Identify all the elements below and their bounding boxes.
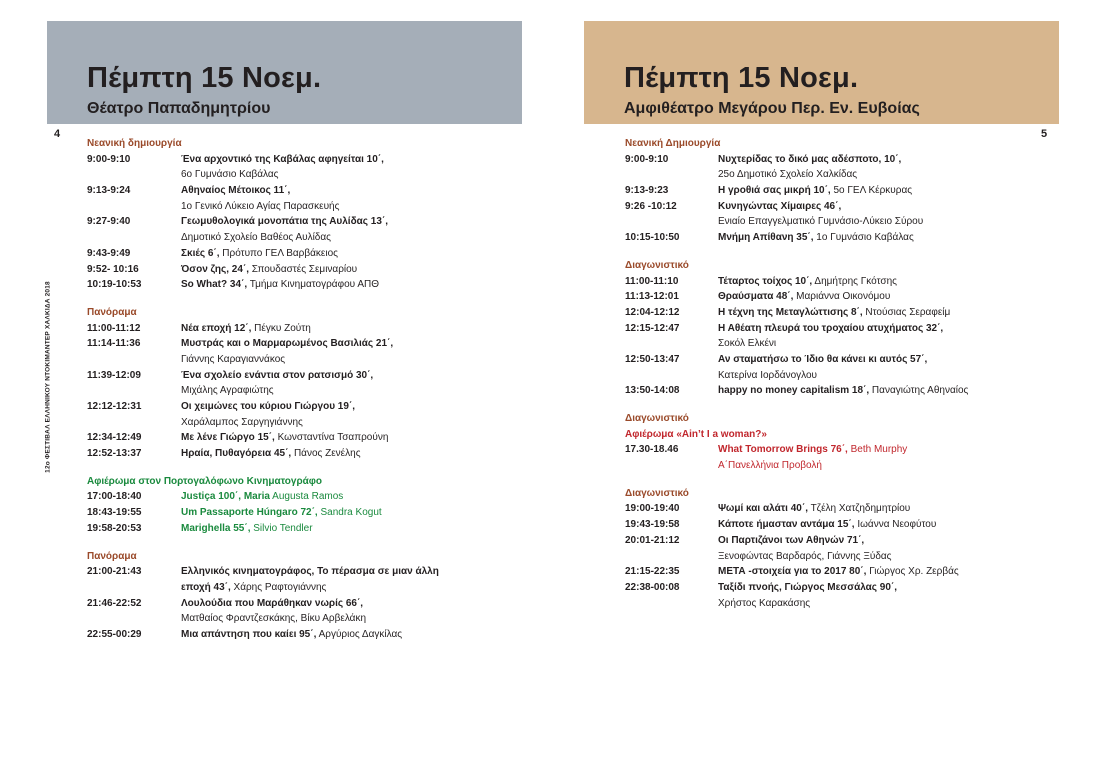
film-credit: Κωνσταντίνα Τσαπρούνη bbox=[274, 432, 389, 444]
page-header-right bbox=[584, 21, 1059, 124]
screening-time: 19:00-19:40 bbox=[625, 503, 680, 515]
film-credit: Silvio Tendler bbox=[250, 522, 313, 534]
screening-info bbox=[718, 549, 892, 565]
screening-info bbox=[181, 446, 361, 462]
screening-info bbox=[718, 289, 890, 305]
page-number-left: 4 bbox=[54, 128, 61, 140]
film-credit: Beth Murphy bbox=[847, 444, 908, 456]
screening-time: 18:43-19:55 bbox=[87, 507, 142, 519]
screening-time: 10:15-10:50 bbox=[625, 232, 680, 244]
screening-info bbox=[181, 596, 363, 612]
film-title: happy no money capitalism 18΄, bbox=[718, 385, 870, 397]
film-title: So What? 34΄, bbox=[181, 279, 248, 291]
screening-info bbox=[718, 458, 822, 474]
film-credit: 6ο Γυμνάσιο Καβάλας bbox=[181, 169, 279, 181]
schedule-line bbox=[87, 152, 487, 168]
screening-info bbox=[181, 489, 343, 505]
schedule-line bbox=[625, 549, 1055, 565]
schedule-line bbox=[625, 580, 1055, 596]
schedule-line bbox=[87, 521, 487, 537]
screening-time: 11:13-12:01 bbox=[625, 291, 679, 303]
screening-info bbox=[181, 336, 393, 352]
screening-info bbox=[181, 627, 402, 643]
schedule-line bbox=[625, 596, 1055, 612]
schedule-right bbox=[625, 136, 1055, 623]
screening-time: 12:15-12:47 bbox=[625, 322, 680, 334]
section-title: Διαγωνιστικό bbox=[625, 413, 689, 424]
schedule-line bbox=[87, 430, 487, 446]
screening-info bbox=[718, 596, 810, 612]
film-credit: Τζέλη Χατζηδημητρίου bbox=[807, 503, 911, 515]
screening-info bbox=[181, 430, 388, 446]
film-title: Ελληνικός κινηματογράφος, Το πέρασμα σε μιαν άλλη bbox=[181, 566, 439, 578]
screening-time: 11:39-12:09 bbox=[87, 369, 141, 381]
screening-time: 12:34-12:49 bbox=[87, 432, 142, 444]
film-title: Νυχτερίδας το δικό μας αδέσποτο, 10΄, bbox=[718, 153, 902, 165]
screening-info bbox=[181, 399, 355, 415]
screening-info bbox=[181, 230, 331, 246]
screening-info bbox=[718, 352, 927, 368]
schedule-line bbox=[87, 246, 487, 262]
spine-text: 12ο ΦΕΣΤΙΒΑΛ ΕΛΛΗΝΙΚΟΥ ΝΤΟΚΙΜΑΝΤΕΡ ΧΑΛΚΙΔΑ 2018 bbox=[44, 281, 52, 473]
screening-info bbox=[718, 580, 897, 596]
screening-time: 10:19-10:53 bbox=[87, 279, 142, 291]
film-title: What Tomorrow Brings 76΄, bbox=[718, 444, 848, 456]
screening-info bbox=[718, 183, 912, 199]
film-credit: Γιώργος Χρ. Ζερβάς bbox=[866, 566, 959, 578]
screening-time: 9:52- 10:16 bbox=[87, 263, 139, 275]
screening-time: 9:13-9:23 bbox=[625, 185, 669, 197]
screening-time: 17.30-18.46 bbox=[625, 444, 679, 456]
film-credit: Ενιαίο Επαγγελματικό Γυμνάσιο-Λύκειο Σύρου bbox=[718, 216, 924, 228]
film-title: Σκιές 6΄, bbox=[181, 247, 220, 259]
schedule-line bbox=[87, 230, 487, 246]
schedule-line bbox=[87, 446, 487, 462]
film-title: Μνήμη Απίθανη 35΄, bbox=[718, 232, 814, 244]
film-credit: Παναγιώτης Αθηναίος bbox=[869, 385, 969, 397]
film-title: Αθηναίος Μέτοικος 11΄, bbox=[181, 185, 291, 197]
screening-info bbox=[181, 277, 379, 293]
film-title: Οι Παρτιζάνοι των Αθηνών 71΄, bbox=[718, 534, 865, 546]
schedule-line bbox=[87, 580, 487, 596]
screening-info bbox=[181, 580, 326, 596]
film-credit: Ιωάννα Νεοφύτου bbox=[854, 519, 937, 531]
schedule-line bbox=[625, 533, 1055, 549]
film-credit: Sandra Kogut bbox=[317, 507, 382, 519]
section-title: Διαγωνιστικό bbox=[625, 259, 689, 271]
film-title: εποχή 43΄, bbox=[181, 581, 231, 593]
schedule-line bbox=[625, 321, 1055, 337]
schedule-section bbox=[625, 258, 1055, 399]
screening-info bbox=[181, 167, 278, 183]
section-title: Νεανική δημιουργία bbox=[87, 138, 182, 149]
schedule-line bbox=[625, 442, 1055, 458]
screening-time: 12:50-13:47 bbox=[625, 353, 680, 365]
film-credit: Γιάννης Καραγιαννάκος bbox=[181, 353, 286, 365]
schedule-line bbox=[87, 183, 487, 199]
screening-info bbox=[718, 501, 910, 517]
screening-time: 12:04-12:12 bbox=[625, 306, 680, 318]
screening-time: 12:12-12:31 bbox=[87, 401, 142, 412]
schedule-line bbox=[87, 415, 487, 431]
film-credit: Αργύριος Δαγκίλας bbox=[316, 628, 403, 640]
screening-time: 9:00-9:10 bbox=[625, 153, 669, 165]
screening-time: 9:26 -10:12 bbox=[625, 200, 677, 212]
section-subtitle: Αφιέρωμα «Ain’t I a woman?» bbox=[625, 428, 767, 440]
screening-info bbox=[718, 274, 897, 290]
screening-time: 19:43-19:58 bbox=[625, 519, 680, 531]
screening-time: 11:00-11:12 bbox=[87, 322, 141, 334]
schedule-line bbox=[625, 564, 1055, 580]
screening-time: 12:52-13:37 bbox=[87, 448, 142, 460]
film-credit: Δημοτικό Σχολείο Βαθέος Αυλίδας bbox=[181, 232, 331, 244]
film-credit: Α΄Πανελλήνια Προβολή bbox=[718, 460, 822, 472]
schedule-line bbox=[87, 277, 487, 293]
screening-time: 22:55-00:29 bbox=[87, 628, 142, 640]
film-credit: Ντούσιας Σεραφείμ bbox=[862, 306, 951, 318]
schedule-line bbox=[625, 383, 1055, 399]
screening-info bbox=[718, 214, 923, 230]
screening-time: 21:00-21:43 bbox=[87, 566, 142, 578]
schedule-line bbox=[87, 352, 487, 368]
schedule-line bbox=[625, 183, 1055, 199]
schedule-line bbox=[87, 368, 487, 384]
screening-info bbox=[718, 383, 968, 399]
schedule-line bbox=[87, 627, 487, 643]
screening-time: 21:15-22:35 bbox=[625, 566, 680, 578]
page-number-right: 5 bbox=[1041, 128, 1048, 140]
film-title: Νέα εποχή 12΄, bbox=[181, 322, 252, 334]
film-title: Όσον ζης, 24΄, bbox=[181, 263, 249, 275]
schedule-line bbox=[625, 501, 1055, 517]
screening-info bbox=[181, 505, 382, 521]
schedule-section bbox=[625, 136, 1055, 246]
film-credit: 25ο Δημοτικό Σχολείο Χαλκίδας bbox=[718, 169, 858, 181]
screening-info bbox=[718, 152, 901, 168]
section-title: Νεανική Δημιουργία bbox=[625, 138, 721, 149]
film-credit: Χάρης Ραφτογιάννης bbox=[230, 581, 327, 593]
screening-time: 9:43-9:49 bbox=[87, 247, 131, 259]
film-credit: Σοκόλ Ελκένι bbox=[718, 338, 777, 350]
screening-info bbox=[718, 533, 864, 549]
schedule-line bbox=[625, 199, 1055, 215]
film-credit: 1ο Γυμνάσιο Καβάλας bbox=[813, 232, 914, 244]
film-title: Λουλούδια που Μαράθηκαν νωρίς 66΄, bbox=[181, 597, 364, 609]
film-credit: Χρήστος Καρακάσης bbox=[718, 597, 811, 609]
screening-info bbox=[718, 517, 936, 533]
film-title: Με λένε Γιώργο 15΄, bbox=[181, 432, 275, 444]
section-title: Πανόραμα bbox=[87, 306, 137, 318]
schedule-line bbox=[625, 368, 1055, 384]
schedule-line bbox=[625, 214, 1055, 230]
screening-info bbox=[181, 214, 388, 230]
page-date-right: Πέμπτη 15 Νοεμ. bbox=[624, 62, 859, 94]
schedule-line bbox=[87, 214, 487, 230]
screening-info bbox=[181, 564, 439, 580]
film-title: Ένα αρχοντικό της Καβάλας αφηγείται 10΄, bbox=[181, 153, 384, 165]
section-title: Διαγωνιστικό bbox=[625, 487, 689, 499]
schedule-line bbox=[87, 262, 487, 278]
screening-time: 22:38-00:08 bbox=[625, 581, 680, 593]
schedule-line bbox=[87, 505, 487, 521]
screening-info bbox=[718, 442, 907, 458]
film-title: Justiça 100΄, Maria bbox=[181, 491, 270, 503]
schedule-section bbox=[87, 136, 487, 293]
film-credit: Χαράλαμπος Σαργηγιάννης bbox=[181, 416, 303, 428]
screening-info bbox=[718, 167, 857, 183]
section-title: Αφιέρωμα στον Πορτογαλόφωνο Κινηματογράφο bbox=[87, 475, 323, 487]
page-date-left: Πέμπτη 15 Νοεμ. bbox=[87, 62, 322, 94]
film-credit: Ματθαίος Φραντζεσκάκης, Βίκυ Αρβελάκη bbox=[181, 613, 367, 625]
film-title: Ένα σχολείο ενάντια στον ρατσισμό 30΄, bbox=[181, 369, 374, 381]
screening-info bbox=[181, 321, 311, 337]
film-title: ΜΕΤΑ -στοιχεία για το 2017 80΄, bbox=[718, 566, 867, 578]
film-credit: Σπουδαστές Σεμιναρίου bbox=[249, 263, 358, 275]
schedule-line bbox=[87, 167, 487, 183]
screening-info bbox=[718, 230, 914, 246]
schedule-section bbox=[87, 549, 487, 643]
schedule-line bbox=[625, 352, 1055, 368]
screening-time: 13:50-14:08 bbox=[625, 385, 680, 397]
schedule-line bbox=[625, 289, 1055, 305]
schedule-section bbox=[87, 305, 487, 462]
film-title: Γεωμυθολογικά μονοπάτια της Αυλίδας 13΄, bbox=[181, 216, 389, 228]
film-title: Οι χειμώνες του κύριου Γιώργου 19΄, bbox=[181, 401, 356, 412]
schedule-line bbox=[625, 167, 1055, 183]
screening-info bbox=[181, 415, 303, 431]
film-title: Κάποτε ήμασταν αντάμα 15΄, bbox=[718, 519, 855, 531]
film-title: Μυστράς και ο Μαρμαρωμένος Βασιλιάς 21΄, bbox=[181, 338, 394, 350]
film-title: Μια απάντηση που καίει 95΄, bbox=[181, 628, 317, 640]
film-credit: Πρότυπο ΓΕΛ Βαρβάκειος bbox=[219, 247, 338, 259]
film-credit: Μιχάλης Αγραφιώτης bbox=[181, 385, 274, 397]
screening-info bbox=[181, 352, 285, 368]
screening-info bbox=[718, 199, 841, 215]
page-header-left bbox=[47, 21, 522, 124]
film-title: Ταξίδι πνοής, Γιώργος Μεσσάλας 90΄, bbox=[718, 581, 898, 593]
screening-time: 11:00-11:10 bbox=[625, 275, 679, 287]
screening-info bbox=[181, 246, 338, 262]
film-title: Η γροθιά σας μικρή 10΄, bbox=[718, 185, 831, 197]
film-title: Αν σταματήσω το Ίδιο θα κάνει κι αυτός 57΄, bbox=[718, 353, 928, 365]
schedule-line bbox=[625, 230, 1055, 246]
film-credit: Ξενοφώντας Βαρδαρός, Γιάννης Ξύδας bbox=[718, 550, 892, 562]
film-title: Um Passaporte Húngaro 72΄, bbox=[181, 507, 318, 519]
film-title: Ψωμί και αλάτι 40΄, bbox=[718, 503, 808, 515]
schedule-line bbox=[87, 321, 487, 337]
schedule-section bbox=[625, 486, 1055, 612]
schedule-line bbox=[87, 199, 487, 215]
film-title: Η Αθέατη πλευρά του τροχαίου ατυχήματος 32΄, bbox=[718, 322, 944, 334]
schedule-section bbox=[625, 411, 1055, 474]
film-title: Η τέχνη της Μεταγλώττισης 8΄, bbox=[718, 306, 863, 318]
screening-time: 21:46-22:52 bbox=[87, 597, 142, 609]
schedule-line bbox=[625, 274, 1055, 290]
screening-info bbox=[181, 262, 357, 278]
right-page bbox=[550, 0, 1100, 764]
venue-title-right: Αμφιθέατρο Μεγάρου Περ. Εν. Ευβοίας bbox=[624, 100, 920, 117]
schedule-section bbox=[87, 474, 487, 537]
film-title: Θραύσματα 48΄, bbox=[718, 291, 794, 303]
film-title: Τέταρτος τοίχος 10΄, bbox=[718, 275, 813, 287]
schedule-line bbox=[87, 399, 487, 415]
schedule-line bbox=[87, 611, 487, 627]
schedule-line bbox=[87, 336, 487, 352]
schedule-line bbox=[87, 564, 487, 580]
schedule-left bbox=[87, 136, 487, 655]
screening-time: 9:27-9:40 bbox=[87, 216, 131, 228]
screening-info bbox=[718, 305, 950, 321]
film-credit: Μαριάννα Οικονόμου bbox=[793, 291, 891, 303]
screening-time: 19:58-20:53 bbox=[87, 522, 142, 534]
screening-info bbox=[718, 564, 959, 580]
screening-info bbox=[181, 183, 290, 199]
schedule-line bbox=[87, 596, 487, 612]
screening-info bbox=[718, 368, 817, 384]
film-credit: Δημήτρης Γκότσης bbox=[812, 275, 897, 287]
schedule-line bbox=[625, 458, 1055, 474]
film-title: Ηραία, Πυθαγόρεια 45΄, bbox=[181, 448, 292, 460]
screening-info bbox=[181, 521, 313, 537]
film-credit: Πάνος Ζενέλης bbox=[291, 448, 361, 460]
screening-time: 11:14-11:36 bbox=[87, 338, 141, 350]
schedule-line bbox=[625, 305, 1055, 321]
screening-info bbox=[181, 611, 366, 627]
film-credit: Augusta Ramos bbox=[269, 491, 344, 503]
schedule-line bbox=[625, 517, 1055, 533]
section-title: Πανόραμα bbox=[87, 550, 137, 562]
screening-time: 20:01-21:12 bbox=[625, 534, 680, 546]
screening-info bbox=[181, 368, 373, 384]
screening-info bbox=[181, 152, 384, 168]
screening-time: 9:00-9:10 bbox=[87, 153, 131, 165]
film-title: Κυνηγώντας Χίμαιρες 46΄, bbox=[718, 200, 842, 212]
schedule-line bbox=[87, 383, 487, 399]
screening-time: 17:00-18:40 bbox=[87, 491, 142, 503]
film-credit: 1ο Γενικό Λύκειο Αγίας Παρασκευής bbox=[181, 200, 340, 212]
venue-title-left: Θέατρο Παπαδημητρίου bbox=[87, 100, 271, 117]
schedule-line bbox=[625, 336, 1055, 352]
schedule-line bbox=[87, 489, 487, 505]
film-credit: Κατερίνα Ιορδάνογλου bbox=[718, 369, 818, 381]
film-title: Marighella 55΄, bbox=[181, 522, 251, 534]
screening-time: 9:13-9:24 bbox=[87, 185, 131, 197]
film-credit: 5ο ΓΕΛ Κέρκυρας bbox=[830, 185, 913, 197]
film-credit: Τμήμα Κινηματογράφου ΑΠΘ bbox=[247, 279, 379, 291]
film-credit: Πέγκυ Ζούτη bbox=[251, 322, 311, 334]
screening-info bbox=[181, 199, 339, 215]
screening-info bbox=[718, 321, 943, 337]
screening-info bbox=[181, 383, 274, 399]
screening-info bbox=[718, 336, 776, 352]
schedule-line bbox=[625, 152, 1055, 168]
